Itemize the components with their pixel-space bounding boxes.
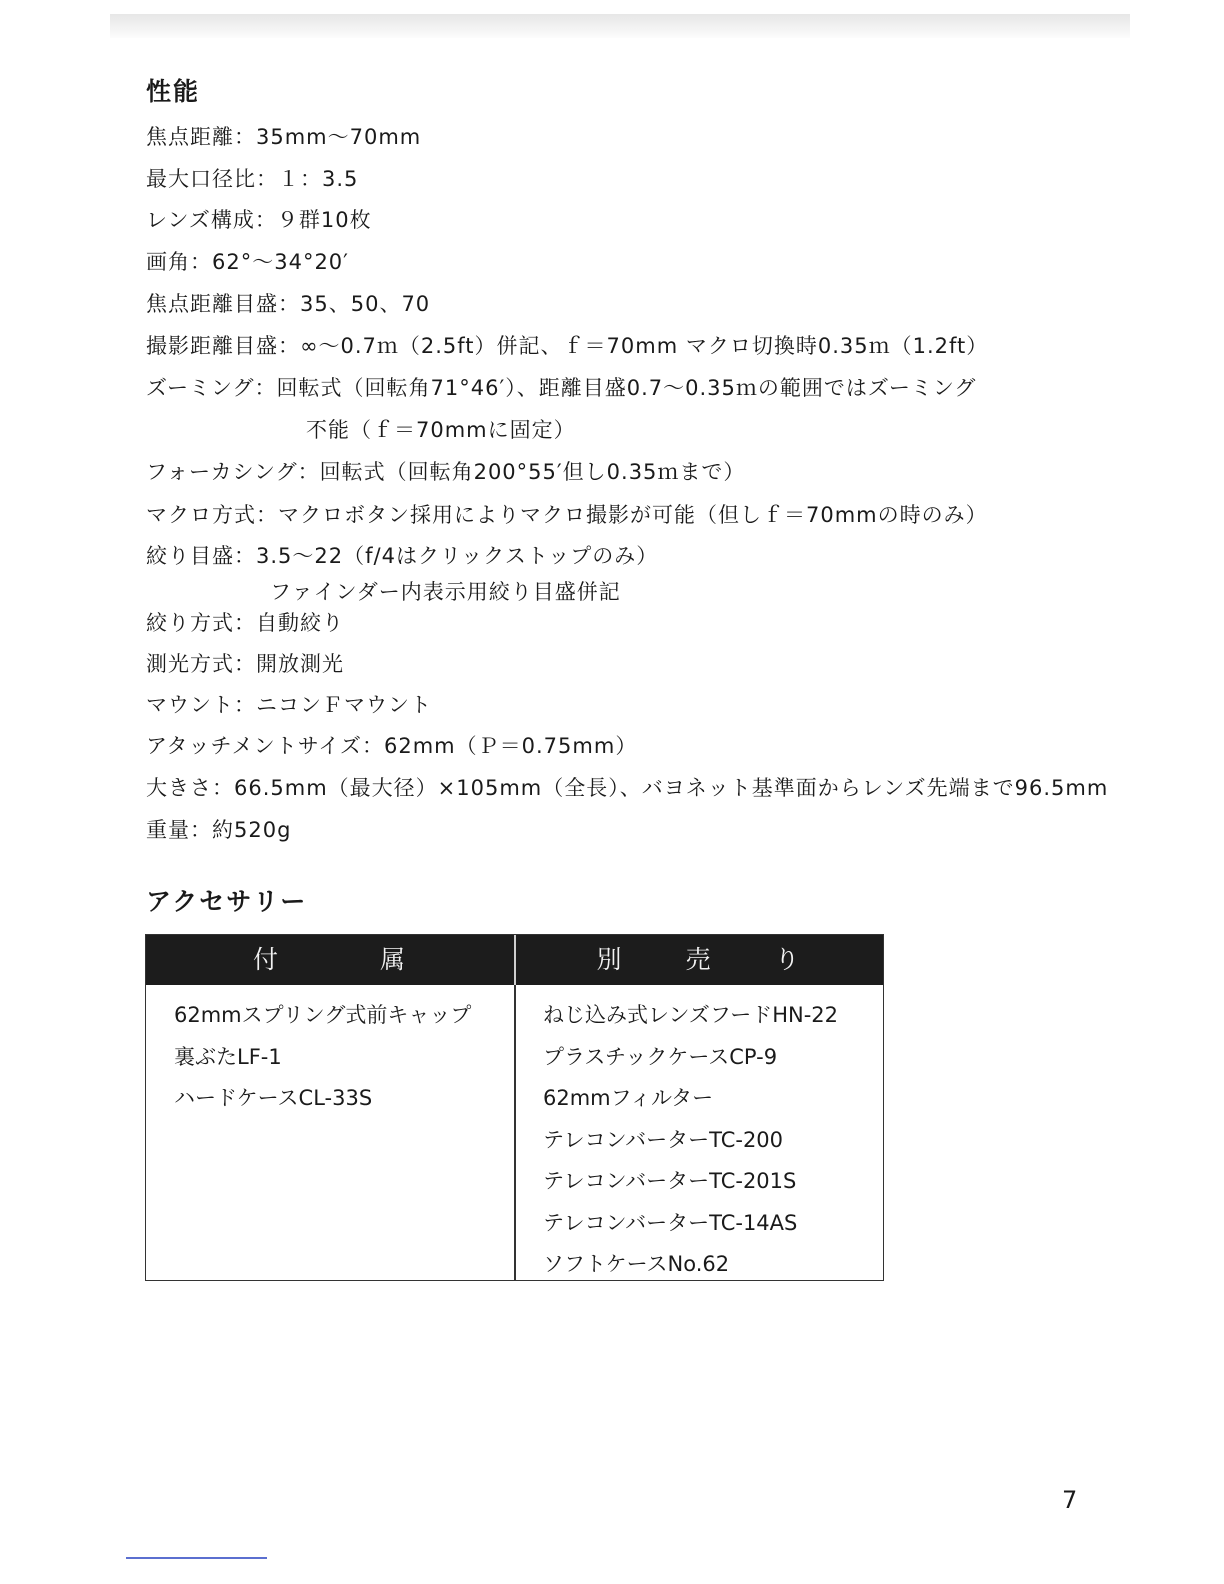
spec-distance-scale: 撮影距離目盛：∞～0.7ｍ（2.5ft）併記、ｆ＝70mm マクロ切換時0.35ｍ（1.2ft） xyxy=(146,334,989,358)
list-item: プラスチックケースCP-9 xyxy=(543,1044,778,1069)
list-item: ねじ込み式レンズフードHN-22 xyxy=(543,1003,839,1027)
list-item: 62mmスプリング式前キャップ xyxy=(174,1003,472,1027)
header-included-char: 属 xyxy=(380,945,408,974)
spec-focal-length-scale: 焦点距離目盛：35、50、70 xyxy=(146,292,431,316)
spec-zooming-continued: 不能（ｆ＝70mmに固定） xyxy=(306,418,576,442)
list-item: テレコンバーターTC-200 xyxy=(543,1127,784,1152)
spec-macro-method: マクロ方式：マクロボタン採用によりマクロ撮影が可能（但しｆ＝70mmの時のみ） xyxy=(146,503,988,527)
spec-aperture-scale: 絞り目盛：3.5～22（f/4はクリックストップのみ） xyxy=(146,544,659,568)
spec-max-aperture: 最大口径比：１：3.5 xyxy=(146,167,359,191)
performance-heading: 性能 xyxy=(146,77,201,106)
scan-top-shadow xyxy=(110,14,1130,38)
header-optional-char: り xyxy=(774,945,802,974)
list-item: テレコンバーターTC-14AS xyxy=(543,1210,798,1235)
spec-aperture-scale-continued: ファインダー内表示用絞り目盛併記 xyxy=(270,580,621,604)
spec-metering: 測光方式：開放測光 xyxy=(146,652,344,676)
header-optional-char: 別 xyxy=(596,945,624,974)
included-accessories-list xyxy=(174,999,471,1124)
spec-zooming: ズーミング：回転式（回転角71°46′）、距離目盛0.7～0.35ｍの範囲ではズーミング xyxy=(146,376,977,400)
optional-accessories-list xyxy=(543,999,838,1290)
column-divider xyxy=(514,985,516,1281)
header-included xyxy=(146,935,514,985)
accessories-table-header xyxy=(146,935,883,985)
spec-picture-angle: 画角：62°～34°20′ xyxy=(146,250,349,274)
accessories-table xyxy=(145,934,884,1281)
spec-weight: 重量：約520g xyxy=(146,818,292,842)
list-item: ハードケースCL-33S xyxy=(174,1086,373,1110)
spec-dimensions: 大きさ：66.5mm（最大径）×105mm（全長）、バヨネット基準面からレンズ先端まで96.5mm xyxy=(146,776,1109,800)
footer-rule xyxy=(126,1557,267,1559)
list-item: 62mmフィルター xyxy=(543,1086,714,1110)
header-included-char: 付 xyxy=(252,945,280,974)
list-item: テレコンバーターTC-201S xyxy=(543,1169,797,1193)
header-optional xyxy=(515,935,883,985)
spec-mount: マウント：ニコンＦマウント xyxy=(146,693,432,717)
spec-attachment-size: アタッチメントサイズ：62mm（Ｐ＝0.75mm） xyxy=(146,734,638,758)
list-item: 裏ぶたLF-1 xyxy=(174,1044,282,1069)
spec-focusing: フォーカシング：回転式（回転角200°55′但し0.35ｍまで） xyxy=(146,460,746,484)
spec-diaphragm: 絞り方式：自動絞り xyxy=(146,611,344,635)
accessories-heading: アクセサリー xyxy=(146,887,308,916)
spec-focal-length: 焦点距離：35mm～70mm xyxy=(146,125,422,149)
list-item: ソフトケースNo.62 xyxy=(543,1252,730,1276)
page-number: 7 xyxy=(1062,1486,1078,1514)
header-optional-char: 売 xyxy=(685,945,713,974)
spec-lens-construction: レンズ構成：９群10枚 xyxy=(146,208,372,232)
